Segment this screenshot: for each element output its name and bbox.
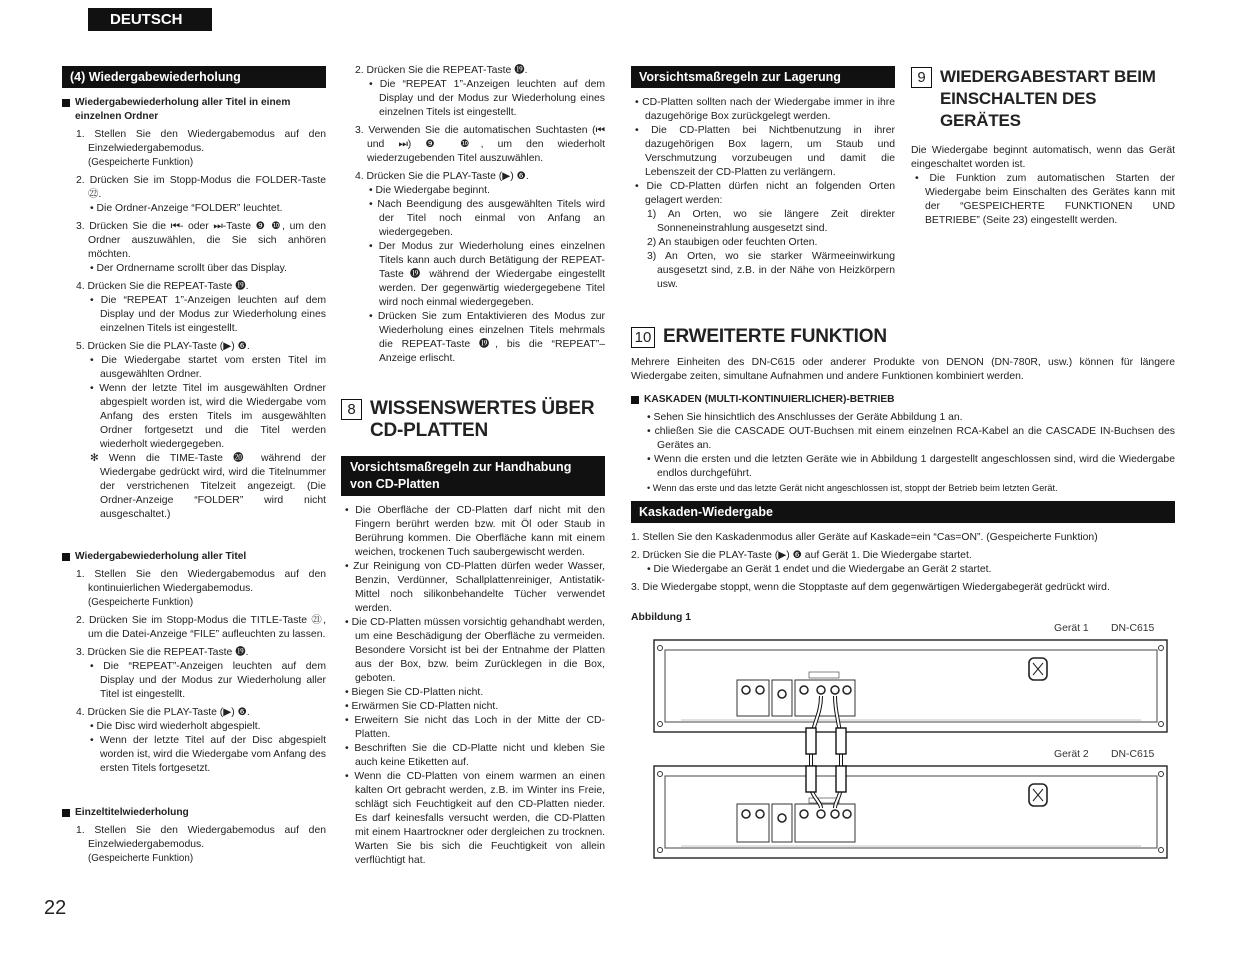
rack-unit-2	[654, 766, 1167, 858]
paragraph: Die Wiedergabe beginnt automatisch, wenn das Gerät eingeschaltet worden ist.	[911, 145, 1175, 170]
step: 1. Stellen Sie den Wiedergabemodus auf den Einzelwiedergabemodus.	[76, 129, 326, 154]
subhead-single-repeat: Einzeltitelwiederholung	[62, 806, 326, 820]
section-bar-handling: Vorsichtsmaßregeln zur Handhabung von CD-Platten	[341, 456, 605, 496]
section-bar-repeat: (4) Wiedergabewiederholung	[62, 66, 326, 88]
bullet: • Die CD-Platten müssen vorsichtig gehandhabt werden, um eine Beschädigung der Oberfläche zu vermeiden. Besondere Vorsicht ist bei der Entnahme der Platten aus der Box, bzw. beim Zurücklegen in die Box, geboten.	[345, 617, 605, 684]
step: 4. Drücken Sie die REPEAT-Taste ⓳.	[76, 281, 249, 292]
bullet: • Sehen Sie hinsichtlich des Anschlusses der Geräte Abbildung 1 an.	[647, 412, 963, 423]
bullet: • Zur Reinigung von CD-Platten dürfen weder Wasser, Benzin, Verdünner, Schallplattenreiniger, Antistatik-Mittel noch silikonbehandelte Tücher verwendet werden.	[345, 561, 605, 614]
section-title: WISSENSWERTES ÜBER CD-PLATTEN	[370, 398, 595, 441]
paragraph: Mehrere Einheiten des DN-C615 oder anderer Produkte von DENON (DN-780R, usw.) können für längere Wiedergabe zeiten, simultane Aufnahmen und andere Funktionen kombiniert werden.	[631, 357, 1175, 382]
step: 1. Stellen Sie den Wiedergabemodus auf den Einzelwiedergabemodus.	[76, 825, 326, 850]
step: 2. Drücken Sie die REPEAT-Taste ⓳.	[355, 65, 528, 76]
step: 3. Drücken Sie die ⏮- oder ⏭-Taste ❾ ❿, um den Ordner auszuwählen, die Sie sich anhören möchten.	[76, 221, 326, 260]
bullet: • Die Wiedergabe startet vom ersten Titel im ausgewählten Ordner.	[90, 355, 326, 380]
section-8-heading	[341, 398, 605, 442]
section-bar-cascade-play: Kaskaden-Wiedergabe	[631, 501, 1175, 523]
step: 3. Die Wiedergabe stoppt, wenn die Stopptaste auf dem gegenwärtigen Wiedergabegerät gedrückt wird.	[631, 582, 1110, 593]
subhead-cascade: KASKADEN (MULTI-KONTINUIERLICHER)-BETRIEB	[631, 393, 1175, 407]
section-title: ERWEITERTE FUNKTION	[663, 326, 887, 347]
bullet: • Erweitern Sie nicht das Loch in der Mitte der CD-Platten.	[345, 715, 605, 740]
bullet: • Drücken Sie zum Entaktivieren des Modus zur Wiederholung eines einzelnen Titels mehrmals die REPEAT-Taste ⓳, bis die “REPEAT”–Anzeige erlischt.	[369, 311, 605, 364]
subhead-all-repeat: Wiedergabewiederholung aller Titel	[62, 550, 326, 564]
section-number: 10	[631, 327, 655, 348]
bullet: • CD-Platten sollten nach der Wiedergabe immer in ihre dazugehörige Box zurückgelegt werden.	[635, 97, 895, 122]
step: 2. Drücken Sie im Stopp-Modus die FOLDER-Taste ㉒.	[76, 175, 326, 200]
subhead-folder-repeat: Wiedergabewiederholung aller Titel in einem einzelnen Ordner	[62, 96, 326, 124]
step: 4. Drücken Sie die PLAY-Taste (▶) ❻.	[76, 707, 250, 718]
bullet: • Die Ordner-Anzeige “FOLDER” leuchtet.	[90, 203, 283, 214]
note: (Gespeicherte Funktion)	[88, 157, 194, 168]
step: 2. Drücken Sie im Stopp-Modus die TITLE-Taste ㉑, um die Datei-Anzeige “FILE” aufleuchten zu lassen.	[76, 615, 326, 640]
bullet: • chließen Sie die CASCADE OUT-Buchsen mit einem einzelnen RCA-Kabel an die CASCADE IN-Buchsen des Gerätes an.	[647, 426, 1175, 451]
step: 1. Stellen Sie den Wiedergabemodus auf den kontinuierlichen Wiedergabemodus.	[76, 569, 326, 594]
bullet: • Die “REPEAT 1”-Anzeigen leuchten auf dem Display und der Modus zur Wiederholung eines einzelnen Titels ist eingestellt.	[369, 79, 605, 118]
bullet: • Nach Beendigung des ausgewählten Titels wird der Titel noch einmal von Anfang an wiedergegeben.	[369, 199, 605, 238]
bullet: ✻ Wenn die TIME-Taste ⓴ während der Wiedergabe gedrückt wird, wird die Titelnummer der verstrichenen Titelzeit angezeigt. (Die Ordner-Anzeige “FOLDER” wird nicht ausgeschaltet.)	[90, 453, 326, 520]
section-title: WIEDERGABESTART BEIM EINSCHALTEN DES GERÄTES	[940, 67, 1156, 130]
step: 5. Drücken Sie die PLAY-Taste (▶) ❻.	[76, 341, 250, 352]
section-number: 8	[341, 399, 362, 420]
note: (Gespeicherte Funktion)	[88, 853, 194, 864]
step: 1. Stellen Sie den Kaskadenmodus aller Geräte auf Kaskade=ein “Cas=ON”. (Gespeicherte Funktion)	[631, 532, 1098, 543]
list-item: 2) An staubigen oder feuchten Orten.	[647, 237, 818, 248]
bullet: • Die “REPEAT”-Anzeigen leuchten auf dem Display und der Modus zur Wiederholung aller Titel ist eingestellt.	[90, 661, 326, 700]
section-10-heading	[631, 326, 1175, 348]
language-tab: DEUTSCH	[88, 8, 212, 31]
step: 3. Verwenden Sie die automatischen Suchtasten (⏮ und ⏭) ❾ ❿, um den wiederholt wiederzugebenden Titel auszuwählen.	[355, 125, 605, 164]
bullet: • Der Modus zur Wiederholung eines einzelnen Titels kann auch durch Betätigung der REPEAT-Taste ⓳ während der Wiedergabe eingestellt werden. Der gegenwärtig wiedergegebene Titel wird noch einmal wiedergegeben.	[369, 241, 605, 308]
unit-2-model: DN-C615	[1111, 749, 1155, 760]
bullet: • Wenn das erste und das letzte Gerät nicht angeschlossen ist, stoppt der Betrieb beim letzten Gerät.	[647, 483, 1058, 493]
bullet: • Der Ordnername scrollt über das Display.	[90, 263, 287, 274]
bullet: • Die Funktion zum automatischen Starten der Wiedergabe beim Einschalten des Gerätes kann mit der “GESPEICHERTE FUNKTIONEN UND BETRIEBE” (Seite 23) eingestellt werden.	[915, 173, 1175, 226]
bullet: • Die CD-Platten bei Nichtbenutzung in ihrer dazugehörigen Box lagern, um Staub und Verschmutzung vorzubeugen und damit die Lebenszeit der CD-Platten zu verlängern.	[635, 125, 895, 178]
step: 3. Drücken Sie die REPEAT-Taste ⓳.	[76, 647, 249, 658]
page-number: 22	[44, 897, 67, 919]
list-item: 3) An Orten, wo sie starker Wärmeeinwirkung ausgesetzt sind, z.B. in der Nähe von Heizkörpern usw.	[647, 251, 895, 290]
bullet: • Biegen Sie CD-Platten nicht.	[345, 687, 484, 698]
section-number: 9	[911, 67, 932, 88]
bullet: • Die Oberfläche der CD-Platten darf nicht mit den Fingern berührt werden bzw. mit Öl oder Staub in Berührung kommen. Die Oberfläche kann mit einem weichen, trockenen Tuch saubergewischt werden.	[345, 505, 605, 558]
unit-1-model: DN-C615	[1111, 623, 1155, 634]
figure-label: Abbildung 1	[631, 612, 692, 623]
bullet: • Die “REPEAT 1”-Anzeigen leuchten auf dem Display und der Modus zur Wiederholung eines einzelnen Titels ist eingestellt.	[90, 295, 326, 334]
column-2	[341, 64, 605, 868]
cascade-diagram	[651, 636, 1171, 860]
section-9-heading	[911, 66, 1175, 132]
bullet: • Wenn die CD-Platten von einem warmen an einen kalten Ort gebracht werden, z.B. im Winter ins Freie, schlägt sich Feuchtigkeit auf den CD-Platten nieder. Es darf keinesfalls versucht werden, die CD-Platten mit einem Haartrockner oder dergleichen zu trocknen. Warten Sie bis sich die Feuchtigkeit von allein verflüchtigt hat.	[345, 771, 605, 866]
bullet: • Wenn die ersten und die letzten Geräte wie in Abbildung 1 dargestellt angeschlossen sind, wird die Wiedergabe endlos durchgeführt.	[647, 454, 1175, 479]
bullet: • Beschriften Sie die CD-Platte nicht und kleben Sie auch keine Etiketten auf.	[345, 743, 605, 768]
bullet: • Die Wiedergabe an Gerät 1 endet und die Wiedergabe an Gerät 2 startet.	[647, 564, 992, 575]
column-3	[631, 66, 895, 292]
bullet: • Die Disc wird wiederholt abgespielt.	[90, 721, 261, 732]
section-10	[631, 326, 1175, 595]
rack-unit-1	[654, 640, 1167, 732]
column-1	[62, 66, 326, 866]
note: (Gespeicherte Funktion)	[88, 597, 194, 608]
unit-2-label: Gerät 2	[1054, 749, 1089, 760]
section-bar-storage: Vorsichtsmaßregeln zur Lagerung	[631, 66, 895, 88]
list-item: 1) An Orten, wo sie längere Zeit direkter Sonneneinstrahlung ausgesetzt sind.	[647, 209, 895, 234]
unit-1-label: Gerät 1	[1054, 623, 1089, 634]
bullet: • Wenn der letzte Titel auf der Disc abgespielt worden ist, wird die Wiedergabe vom Anfang des ersten Titels fortgesetzt.	[90, 735, 326, 774]
step: 4. Drücken Sie die PLAY-Taste (▶) ❻.	[355, 171, 529, 182]
column-4	[911, 66, 1175, 228]
bullet: • Die CD-Platten dürfen nicht an folgenden Orten gelagert werden:	[635, 181, 895, 206]
bullet: • Wenn der letzte Titel im ausgewählten Ordner abgespielt worden ist, wird die Wiedergabe vom Anfang des ersten Titels im ausgewählten Ordner fortgesetzt und die Titel werden wiederholt wiedergegeben.	[90, 383, 326, 450]
bullet: • Die Wiedergabe beginnt.	[369, 185, 490, 196]
step: 2. Drücken Sie die PLAY-Taste (▶) ❻ auf Gerät 1. Die Wiedergabe startet.	[631, 550, 972, 561]
bullet: • Erwärmen Sie CD-Platten nicht.	[345, 701, 499, 712]
